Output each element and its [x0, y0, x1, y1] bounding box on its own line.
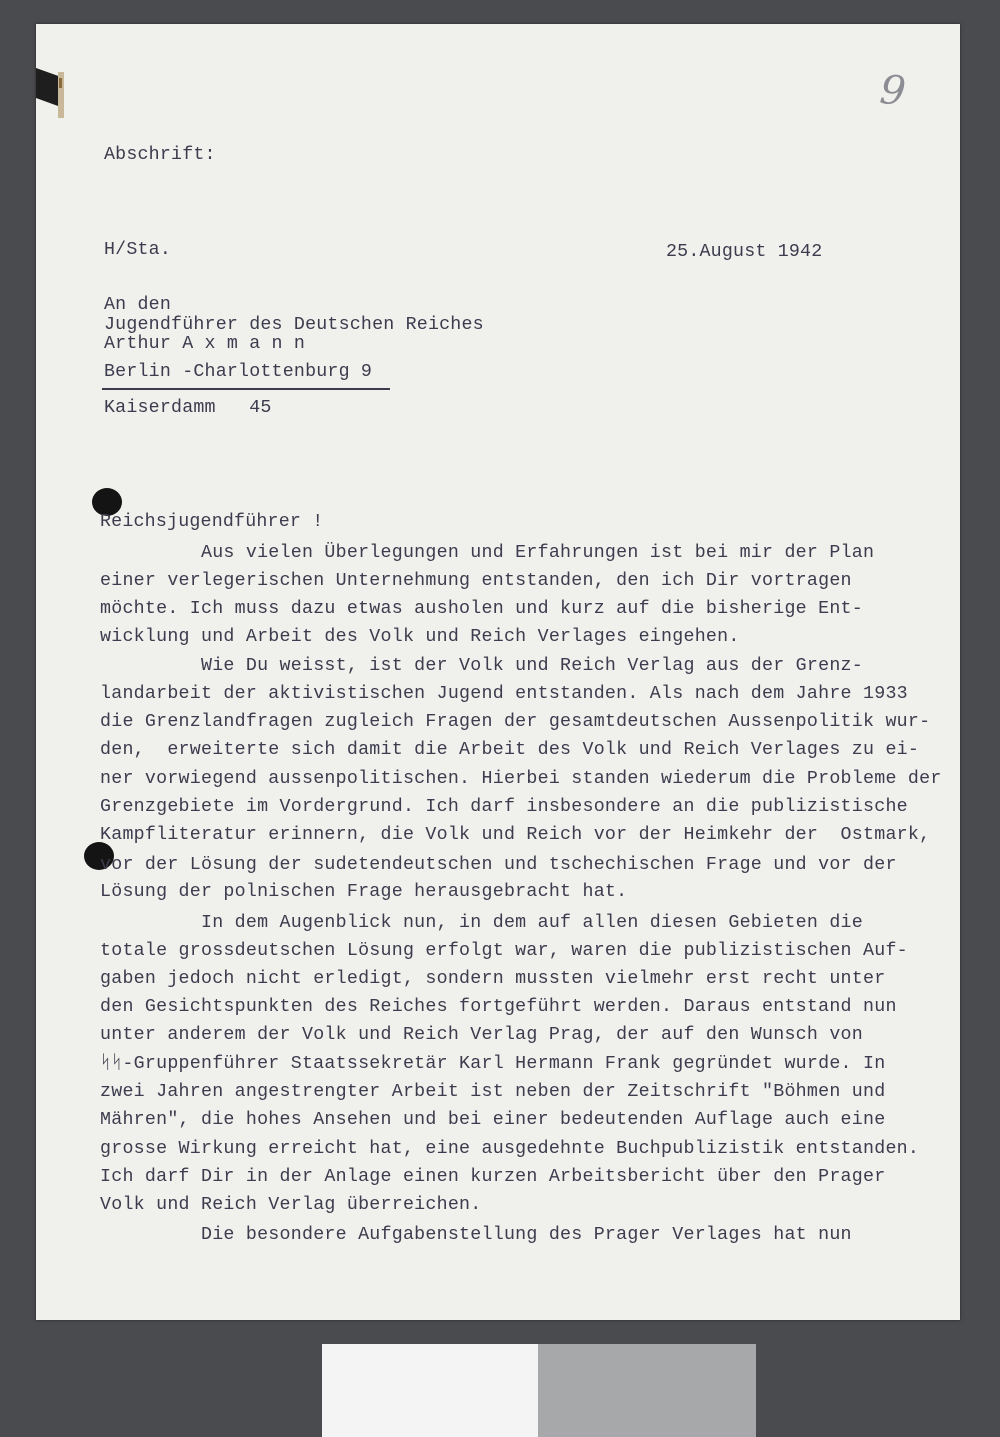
body-line: zwei Jahren angestrengter Arbeit ist neben der Zeitschrift "Böhmen und [100, 1082, 886, 1102]
body-line: Wie Du weisst, ist der Volk und Reich Verlag aus der Grenz- [100, 656, 863, 676]
body-line: Ich darf Dir in der Anlage einen kurzen Arbeitsbericht über den Prager [100, 1167, 886, 1187]
body-line: Volk und Reich Verlag überreichen. [100, 1195, 482, 1215]
body-line: ner vorwiegend aussenpolitischen. Hierbei standen wiederum die Probleme der [100, 769, 942, 789]
body-line: möchte. Ich muss dazu etwas ausholen und kurz auf die bisherige Ent- [100, 599, 863, 619]
body-line: Die besondere Aufgabenstellung des Prager Verlages hat nun [100, 1225, 852, 1245]
body-line: Kampfliteratur erinnern, die Volk und Reich vor der Heimkehr der Ostmark, [100, 825, 931, 845]
color-calibration-strip [322, 1344, 756, 1437]
body-line: einer verlegerischen Unternehmung entstanden, den ich Dir vortragen [100, 571, 852, 591]
body-line: landarbeit der aktivistischen Jugend entstanden. Als nach dem Jahre 1933 [100, 684, 908, 704]
body-line: die Grenzlandfragen zugleich Fragen der gesamtdeutschen Aussenpolitik wur- [100, 712, 931, 732]
body-line: unter anderem der Volk und Reich Verlag Prag, der auf den Wunsch von [100, 1025, 863, 1045]
body-line: Lösung der polnischen Frage herausgebracht hat. [100, 882, 628, 902]
address-line-5: Kaiserdamm 45 [104, 398, 272, 418]
address-line-2: Jugendführer des Deutschen Reiches [104, 315, 484, 335]
body-line: gaben jedoch nicht erledigt, sondern mussten vielmehr erst recht unter [100, 969, 886, 989]
address-line-4: Berlin -Charlottenburg 9 [104, 362, 373, 382]
body-line: den, erweiterte sich damit die Arbeit des Volk und Reich Verlages zu ei- [100, 740, 920, 760]
document-page [36, 24, 960, 1320]
body-line: Aus vielen Überlegungen und Erfahrungen ist bei mir der Plan [100, 543, 875, 563]
address-line-1: An den [104, 295, 172, 315]
body-line: totale grossdeutschen Lösung erfolgt war, waren die publizistischen Auf- [100, 941, 908, 961]
body-line: Grenzgebiete im Vordergrund. Ich darf insbesondere an die publizistische [100, 797, 908, 817]
handwritten-page-number: 9 [877, 66, 908, 116]
address-line-3: Arthur A x m a n n [104, 334, 306, 354]
body-line: den Gesichtspunkten des Reiches fortgeführt werden. Daraus entstand nun [100, 997, 897, 1017]
white-swatch [322, 1344, 538, 1437]
salutation: Reichsjugendführer ! [100, 512, 324, 532]
body-line: In dem Augenblick nun, in dem auf allen diesen Gebieten die [100, 913, 863, 933]
gray-swatch [538, 1344, 756, 1437]
header-label: Abschrift: [104, 145, 216, 165]
letter-date: 25.August 1942 [666, 242, 823, 262]
body-line: grosse Wirkung erreicht hat, eine ausgedehnte Buchpublizistik entstanden. [100, 1139, 920, 1159]
address-underline [102, 388, 390, 390]
body-line: Mähren", die hohes Ansehen und bei einer bedeutenden Auflage auch eine [100, 1110, 886, 1130]
body-line: wicklung und Arbeit des Volk und Reich Verlages eingehen. [100, 627, 740, 647]
body-line: vor der Lösung der sudetendeutschen und tschechischen Frage und vor der [100, 855, 897, 875]
staple-mark-icon [36, 68, 76, 128]
reference-code: H/Sta. [104, 240, 172, 260]
body-line: ᛋᛋ-Gruppenführer Staatssekretär Karl Hermann Frank gegründet wurde. In [100, 1054, 886, 1074]
